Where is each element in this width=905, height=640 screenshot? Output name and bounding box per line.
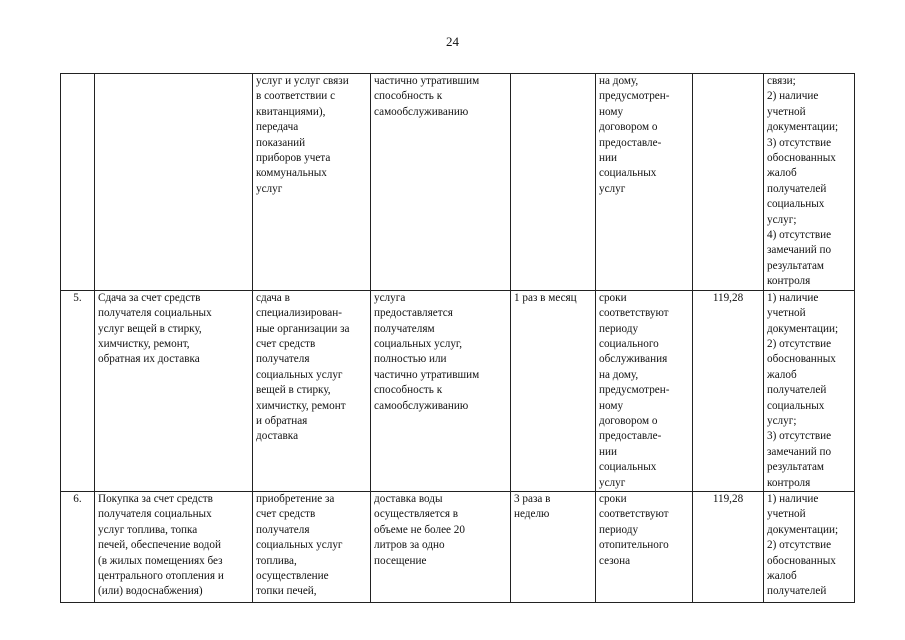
service-conditions: доставка воды осуществляется в объеме не более 20 литров за одно посещение (371, 491, 511, 602)
service-content: сдача в специализирован- ные организации за счет средств получателя социальных услуг вещей в стирку, химчистку, ремонт и обратная доставка (253, 290, 371, 491)
service-content: приобретение за счет средств получателя социальных услуг топлива, осуществление топки печей, (253, 491, 371, 602)
service-frequency: 3 раза в неделю (511, 491, 596, 602)
service-quality: 1) наличие учетной документации; 2) отсутствие обоснованных жалоб получателей (764, 491, 855, 602)
service-content: услуг и услуг связи в соответствии с квитанциями), передача показаний приборов учета коммунальных услуг (253, 74, 371, 291)
service-quality: связи; 2) наличие учетной документации; 3) отсутствие обоснованных жалоб получателей социальных услуг; 4) отсутствие замечаний по результатам контроля (764, 74, 855, 291)
service-frequency (511, 74, 596, 291)
table-row (61, 290, 855, 491)
service-conditions: услуга предоставляется получателям социальных услуг, полностью или частично утратившим способность к самообслуживанию (371, 290, 511, 491)
service-term: сроки соответствуют периоду социального обслуживания на дому, предусмотрен- ному договором о предоставле- нии социальных услуг (596, 290, 693, 491)
row-number: 5. (61, 290, 95, 491)
row-number: 6. (61, 491, 95, 602)
table-row (61, 491, 855, 602)
page-number: 24 (446, 34, 459, 49)
table-row (61, 74, 855, 291)
service-term: сроки соответствуют периоду отопительного сезона (596, 491, 693, 602)
service-frequency: 1 раз в месяц (511, 290, 596, 491)
service-quality: 1) наличие учетной документации; 2) отсутствие обоснованных жалоб получателей социальных услуг; 3) отсутствие замечаний по результатам контроля (764, 290, 855, 491)
services-table (60, 73, 855, 603)
service-name: Сдача за счет средств получателя социальных услуг вещей в стирку, химчистку, ремонт, обратная их доставка (95, 290, 253, 491)
service-price: 119,28 (693, 491, 764, 602)
service-name (95, 74, 253, 291)
row-number (61, 74, 95, 291)
service-term: на дому, предусмотрен- ному договором о предоставле- нии социальных услуг (596, 74, 693, 291)
service-price: 119,28 (693, 290, 764, 491)
service-conditions: частично утратившим способность к самообслуживанию (371, 74, 511, 291)
service-price (693, 74, 764, 291)
service-name: Покупка за счет средств получателя социальных услуг топлива, топка печей, обеспечение водой (в жилых помещениях без центрального отопления и (или) водоснабжения) (95, 491, 253, 602)
